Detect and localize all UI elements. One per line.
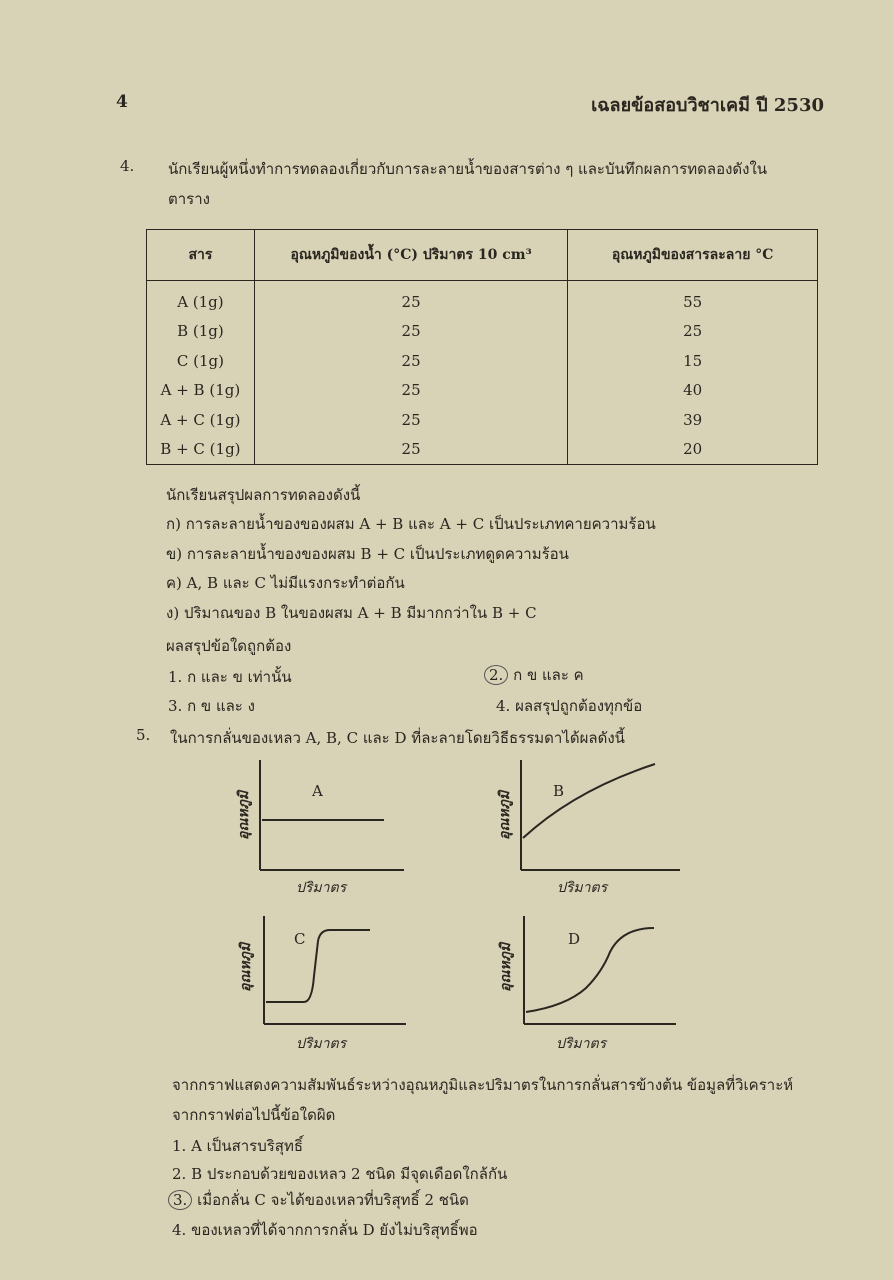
x-axis-label: ปริมาตร	[557, 880, 608, 896]
table-row	[147, 405, 818, 435]
table-row	[147, 376, 818, 406]
q5-choice-text: เมื่อกลั่น C จะได้ของเหลวที่บริสุทธิ์ 2 ชนิด	[197, 1191, 469, 1209]
table-cell: 15	[568, 346, 818, 376]
graph-c	[226, 916, 416, 1051]
table-header-cell: อุณหภูมิของสารละลาย °C	[568, 230, 818, 281]
q5-choice	[168, 1188, 469, 1212]
table-cell: 20	[568, 435, 818, 465]
q5-number: 5.	[136, 726, 151, 744]
table-cell: 25	[254, 346, 567, 376]
q4-conclusion-intro: นักเรียนสรุปผลการทดลองดังนี้	[166, 486, 361, 504]
x-axis-label: ปริมาตร	[296, 880, 347, 896]
q4-choice: 1. ก และ ข เท่านั้น	[168, 668, 292, 686]
y-axis-label: อุณหภูมิ	[238, 942, 254, 992]
x-axis-label: ปริมาตร	[296, 1036, 347, 1052]
q4-choice-text: ก ข และ ค	[513, 666, 584, 684]
q4-question: ผลสรุปข้อใดถูกต้อง	[166, 637, 292, 655]
q4-statement: ข) การละลายน้ำของของผสม B + C เป็นประเภทดูดความร้อน	[166, 545, 569, 563]
table-cell: 39	[568, 405, 818, 435]
y-axis-label: อุณหภูมิ	[498, 942, 514, 992]
table-row	[147, 346, 818, 376]
table-row	[147, 281, 818, 317]
page-header-title: เฉลยข้อสอบวิชาเคมี ปี 2530	[591, 95, 824, 116]
curve-line	[523, 764, 655, 838]
table-cell: 25	[254, 405, 567, 435]
table-header-cell: สาร	[147, 230, 255, 281]
table-cell: 55	[568, 281, 818, 317]
table-cell: 25	[568, 317, 818, 347]
table-cell: A + C (1g)	[147, 405, 255, 435]
y-axis-label: อุณหภูมิ	[497, 790, 513, 840]
q5-analysis-line1: จากกราฟแสดงความสัมพันธ์ระหว่างอุณหภูมิและปริมาตรในการกลั่นสารข้างต้น ข้อมูลที่วิเคราะห์	[172, 1076, 794, 1094]
q4-choice: 4. ผลสรุปถูกต้องทุกข้อ	[496, 697, 643, 715]
table-cell: 25	[254, 281, 567, 317]
q4-statement: ง) ปริมาณของ B ในของผสม A + B มีมากกว่าใน B + C	[166, 604, 537, 622]
q4-choice: 3. ก ข และ ง	[168, 697, 255, 715]
table-cell: B (1g)	[147, 317, 255, 347]
graph-label: C	[294, 930, 306, 948]
table-cell: 25	[254, 376, 567, 406]
table-row	[147, 435, 818, 465]
table-cell: C (1g)	[147, 346, 255, 376]
table-cell: 25	[254, 435, 567, 465]
q5-text: ในการกลั่นของเหลว A, B, C และ D ที่ละลายโดยวิธีธรรมดาได้ผลดังนี้	[170, 729, 625, 747]
graph-label: A	[312, 782, 323, 800]
table-header-row	[147, 230, 818, 281]
q4-number: 4.	[120, 157, 135, 175]
q5-choice: 4. ของเหลวที่ได้จากการกลั่น D ยังไม่บริสุทธิ์พอ	[172, 1221, 478, 1239]
y-axis-label: อุณหภูมิ	[236, 790, 252, 840]
curve-line	[526, 928, 654, 1012]
table-cell: 25	[254, 317, 567, 347]
graph-label: B	[553, 782, 565, 800]
page-number: 4	[116, 92, 128, 112]
graph-a	[224, 760, 414, 895]
table-cell: B + C (1g)	[147, 435, 255, 465]
answer-circle-mark: 2.	[484, 665, 508, 685]
q4-choice	[484, 663, 584, 687]
q5-analysis-line2: จากกราฟต่อไปนี้ข้อใดผิด	[172, 1106, 336, 1124]
graph-label: D	[568, 930, 581, 948]
q4-text-line1: นักเรียนผู้หนึ่งทำการทดลองเกี่ยวกับการละลายน้ำของสารต่าง ๆ และบันทึกผลการทดลองดังใน	[168, 160, 768, 178]
table-row	[147, 317, 818, 347]
q4-text-line2: ตาราง	[168, 190, 210, 208]
results-table	[146, 229, 818, 465]
curve-line	[266, 930, 370, 1002]
graph-d	[486, 916, 686, 1051]
q4-statement: ก) การละลายน้ำของของผสม A + B และ A + C เป็นประเภทคายความร้อน	[166, 515, 656, 533]
q5-choice: 1. A เป็นสารบริสุทธิ์	[172, 1137, 303, 1155]
table-cell: A (1g)	[147, 281, 255, 317]
table-cell: A + B (1g)	[147, 376, 255, 406]
graph-b	[485, 760, 685, 895]
table-cell: 40	[568, 376, 818, 406]
q5-choice: 2. B ประกอบด้วยของเหลว 2 ชนิด มีจุดเดือดใกล้กัน	[172, 1165, 508, 1183]
table-header-cell: อุณหภูมิของน้ำ (°C) ปริมาตร 10 cm³	[254, 230, 567, 281]
answer-circle-mark: 3.	[168, 1190, 192, 1210]
x-axis-label: ปริมาตร	[556, 1036, 607, 1052]
q4-statement: ค) A, B และ C ไม่มีแรงกระทำต่อกัน	[166, 574, 405, 592]
